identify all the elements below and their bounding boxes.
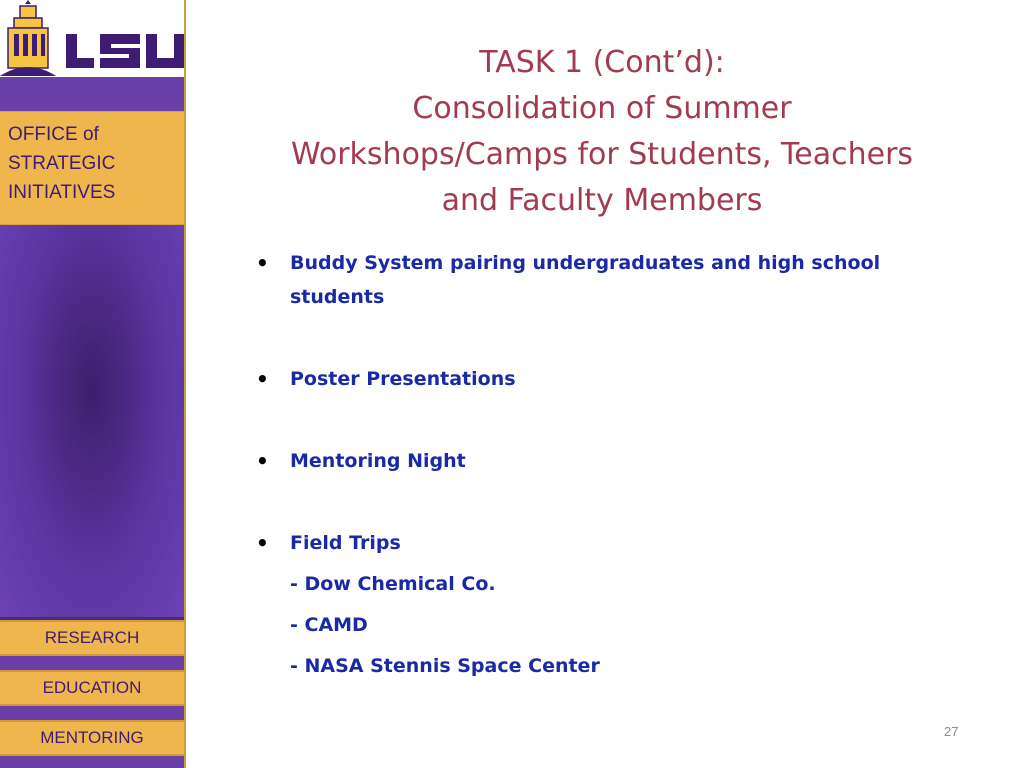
office-line: INITIATIVES: [8, 182, 116, 203]
sub-item: - CAMD: [290, 614, 368, 636]
sub-item: - Dow Chemical Co.: [290, 573, 496, 595]
office-line: OFFICE of: [8, 124, 99, 145]
sidebar: [0, 0, 186, 768]
bullet-item: [250, 362, 970, 396]
bullet-item: [250, 246, 930, 314]
sidebar-gap: [0, 656, 184, 670]
title-line: Consolidation of Summer: [412, 91, 792, 126]
slide-title: [222, 40, 982, 224]
nav-research-button[interactable]: RESEARCH: [0, 620, 184, 656]
bullet-dot: •: [256, 449, 269, 473]
sidebar-band: [0, 77, 184, 111]
sub-item: - NASA Stennis Space Center: [290, 655, 600, 677]
slide-body: [250, 246, 970, 683]
bullet-dot: •: [256, 251, 269, 275]
title-line: Workshops/Camps for Students, Teachers: [290, 137, 914, 172]
bullet-text: Buddy System pairing undergraduates and high school students: [290, 252, 881, 308]
nav-education-button[interactable]: EDUCATION: [0, 670, 184, 706]
bullet-item: [250, 526, 970, 560]
office-line: STRATEGIC: [8, 153, 116, 174]
bullet-text: Poster Presentations: [290, 368, 516, 390]
bullet-text: Field Trips: [290, 532, 401, 554]
bullet-dot: •: [256, 531, 269, 555]
office-label: [0, 111, 184, 225]
nav-mentoring-button[interactable]: MENTORING: [0, 720, 184, 756]
bullet-dot: •: [256, 367, 269, 391]
lsu-logo[interactable]: [0, 0, 184, 77]
sidebar-gap: [0, 706, 184, 720]
sidebar-gap: [0, 756, 184, 768]
lsu-tower-logo-icon: [0, 0, 184, 77]
bullet-text: Mentoring Night: [290, 450, 466, 472]
page-number: 27: [944, 724, 959, 739]
title-line: and Faculty Members: [441, 183, 763, 218]
sidebar-gradient: [0, 225, 184, 617]
bullet-item: [250, 444, 970, 478]
title-line: TASK 1 (Cont’d):: [479, 45, 725, 80]
